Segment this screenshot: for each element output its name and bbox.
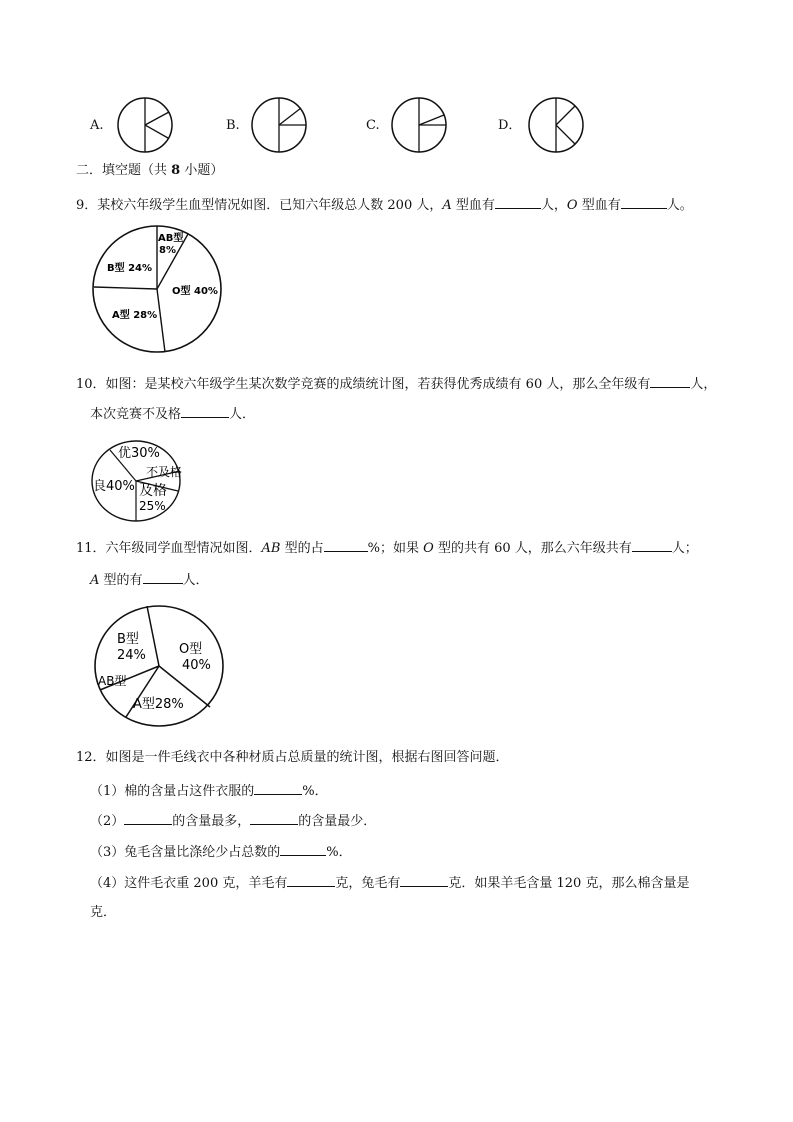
option-d-pie xyxy=(527,95,585,155)
q12-sub2: （2） 的含量最多， 的含量最少． xyxy=(90,811,376,831)
q10-line2: 本次竞赛不及格 人． xyxy=(90,404,255,424)
q11-line1: 11．六年级同学血型情况如图．AB 型的占 %；如果 O 型的共有 60 人，那么六年级共有 人； xyxy=(76,538,698,558)
q10-label-excellent: 优30% xyxy=(118,446,160,461)
option-d-label: D． xyxy=(498,118,522,133)
q12-intro: 12．如图是一件毛线衣中各种材质占总质量的统计图，根据右图回答问题． xyxy=(76,750,509,765)
q12-blank-wool[interactable] xyxy=(287,873,335,887)
q11-label-b-pct: 24% xyxy=(117,648,146,663)
q10-blank-fail[interactable] xyxy=(181,404,229,418)
q11-blank-a[interactable] xyxy=(143,570,183,584)
q9-label-ab-pct: 8% xyxy=(159,245,176,256)
q10-score-pie xyxy=(90,439,188,525)
section-heading: 二．填空题（共 8 小题） xyxy=(76,163,224,178)
q12-blank-least[interactable] xyxy=(250,811,298,825)
q12-blank-cotton[interactable] xyxy=(254,781,302,795)
q12-blank-rabbit[interactable] xyxy=(400,873,448,887)
q9-label-o: O型 40% xyxy=(172,286,218,297)
option-a-pie xyxy=(116,95,174,155)
q11-label-o-type: O型 xyxy=(179,642,203,657)
q12-sub4-end: 克． xyxy=(90,905,117,920)
q11-label-ab: AB型 xyxy=(98,674,127,688)
option-a-label: A. xyxy=(90,118,104,133)
q12-blank-diff[interactable] xyxy=(280,842,326,856)
q11-label-a: A型28% xyxy=(133,697,184,712)
q11-label-b-type: B型 xyxy=(117,632,139,647)
option-b-label: B. xyxy=(226,118,240,133)
q9-text: 9．某校六年级学生血型情况如图．已知六年级总人数 200 人，A 型血有 人，O 型血有 人。 xyxy=(76,195,693,215)
option-c-pie xyxy=(390,95,448,155)
q10-label-pass: 及格 xyxy=(139,483,167,499)
q9-blank-o[interactable] xyxy=(621,195,667,209)
option-c-label: C. xyxy=(366,118,380,133)
q11-blank-ab[interactable] xyxy=(324,538,368,552)
q10-label-fail: 不及格 xyxy=(146,465,183,479)
q10-line1: 10．如图：是某校六年级学生某次数学竞赛的成绩统计图，若获得优秀成绩有 60 人，那么全年级有 人， xyxy=(76,374,716,394)
q11-blood-type-pie xyxy=(92,603,227,730)
q9-label-a: A型 28% xyxy=(112,310,158,321)
q12-sub4: （4）这件毛衣重 200 克，羊毛有 克，兔毛有 克．如果羊毛含量 120 克，那么棉含量是 xyxy=(90,873,689,893)
q12-blank-most[interactable] xyxy=(124,811,172,825)
q9-blood-type-pie xyxy=(90,222,225,357)
q9-label-b: B型 24% xyxy=(107,263,153,274)
q11-blank-total[interactable] xyxy=(632,538,672,552)
q11-label-o-pct: 40% xyxy=(182,658,211,673)
q10-blank-total[interactable] xyxy=(650,374,690,388)
q12-sub3: （3）兔毛含量比涤纶少占总数的 %． xyxy=(90,842,352,862)
q12-sub1: （1）棉的含量占这件衣服的 %． xyxy=(90,781,328,801)
q9-label-ab-type: AB型 xyxy=(158,233,184,244)
q10-label-good: 良40% xyxy=(93,479,135,494)
q9-blank-a[interactable] xyxy=(495,195,541,209)
q11-line2: A 型的有 人． xyxy=(90,570,209,590)
option-b-pie xyxy=(250,95,308,155)
q10-label-pass-pct: 25% xyxy=(139,499,166,513)
